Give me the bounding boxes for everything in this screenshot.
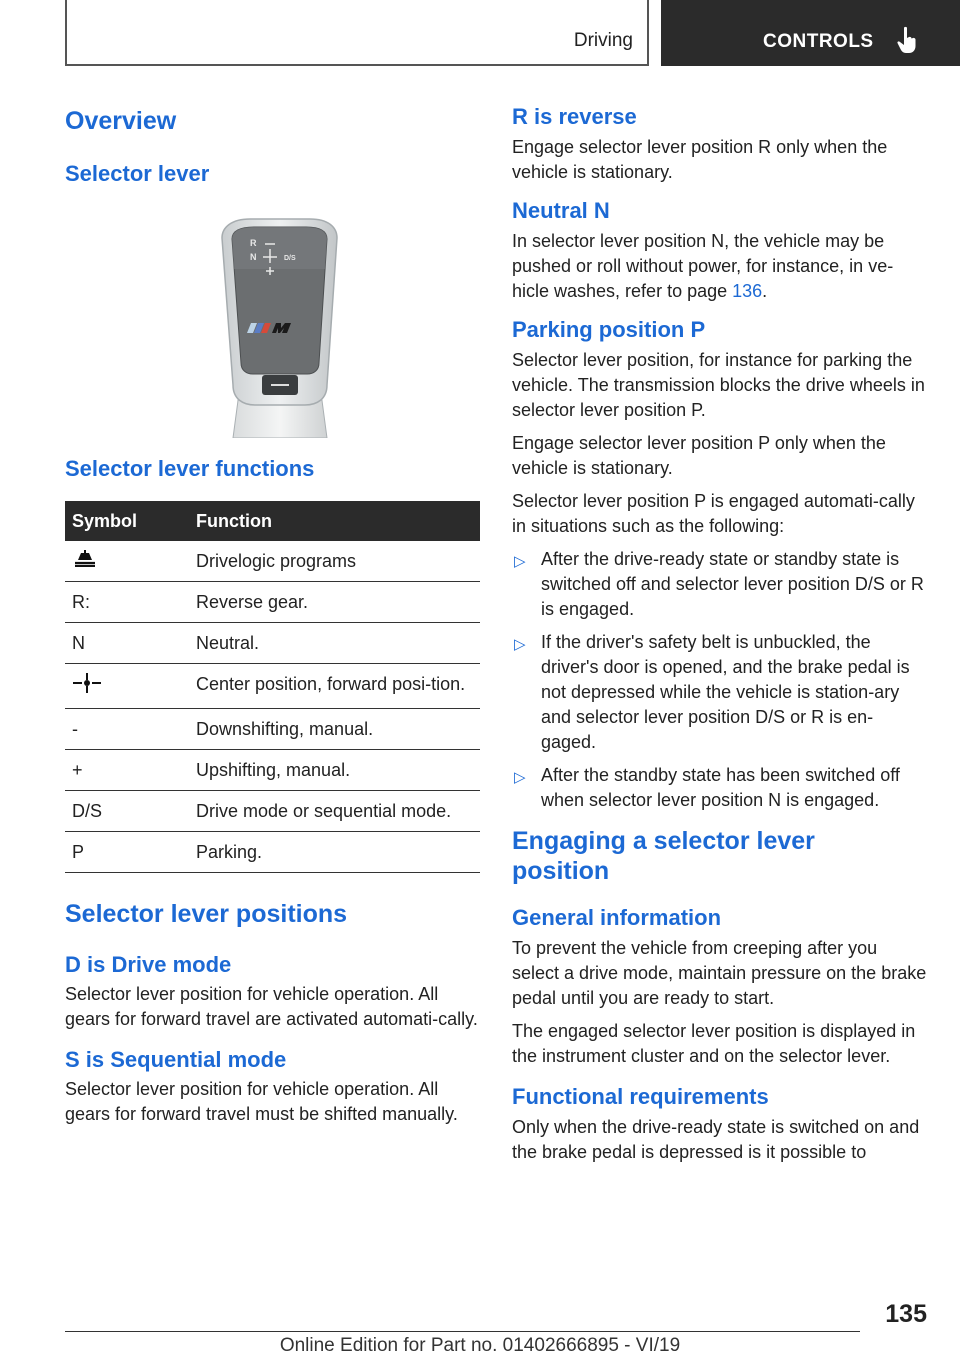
function-cell: Center position, forward posi-tion. bbox=[189, 664, 480, 709]
function-cell: Parking. bbox=[189, 832, 480, 873]
triangle-bullet-icon: ▷ bbox=[514, 636, 526, 653]
edition-footer: Online Edition for Part no. 01402666895 - VI/19 bbox=[279, 1335, 681, 1356]
lever-label-n: N bbox=[250, 252, 257, 262]
chapter-tab bbox=[661, 0, 960, 66]
parking-conditions-list bbox=[512, 547, 927, 813]
functional-requirements-heading: Functional requirements bbox=[512, 1084, 769, 1109]
symbol-cell bbox=[65, 541, 189, 582]
drive-mode-text: Selector lever position for vehicle operation. All gears for forward travel are activated automati-cally. bbox=[65, 984, 478, 1029]
symbol-cell: D/S bbox=[65, 791, 189, 832]
function-cell: Drive mode or sequential mode. bbox=[189, 791, 480, 832]
neutral-heading: Neutral N bbox=[512, 198, 610, 223]
list-item bbox=[512, 547, 927, 622]
table-row bbox=[65, 750, 480, 791]
symbol-cell: N bbox=[65, 623, 189, 664]
overview-heading: Overview bbox=[65, 107, 177, 135]
table-row bbox=[65, 709, 480, 750]
engaging-heading: Engaging a selector lever position bbox=[512, 827, 815, 885]
selector-lever-figure bbox=[65, 203, 480, 438]
table-row bbox=[65, 582, 480, 623]
parking-heading: Parking position P bbox=[512, 317, 706, 342]
sequential-mode-heading: S is Sequential mode bbox=[65, 1047, 287, 1072]
drive-mode-heading: D is Drive mode bbox=[65, 952, 232, 977]
drivelogic-icon bbox=[72, 551, 98, 571]
function-column-header: Function bbox=[196, 510, 272, 531]
parking-text-2: Engage selector lever position P only when the vehicle is stationary. bbox=[512, 433, 886, 478]
reverse-heading: R is reverse bbox=[512, 104, 637, 129]
lever-label-ds: D/S bbox=[284, 255, 296, 262]
left-column bbox=[65, 100, 480, 1127]
triangle-bullet-icon: ▷ bbox=[514, 553, 526, 570]
page-number: 135 bbox=[885, 1300, 927, 1328]
list-item bbox=[512, 630, 927, 755]
symbol-column-header: Symbol bbox=[72, 510, 138, 531]
list-item-text: If the driver's safety belt is unbuckled, the driver's door is opened, and the brake pedal is not depressed while the vehicle is station-ary and selector lever position D/S or R is en-gaged. bbox=[541, 632, 910, 752]
function-cell: Downshifting, manual. bbox=[189, 709, 480, 750]
symbol-cell: R: bbox=[65, 582, 189, 623]
hand-pointer-icon bbox=[896, 26, 918, 59]
center-position-icon bbox=[72, 678, 102, 698]
list-item-text: After the standby state has been switched off when selector lever position N is engaged. bbox=[541, 765, 900, 810]
reverse-text: Engage selector lever position R only when the vehicle is stationary. bbox=[512, 137, 888, 182]
table-header-row bbox=[65, 501, 480, 541]
functional-requirements-text: Only when the drive-ready state is switched on and the brake pedal is depressed is it possible to bbox=[512, 1117, 920, 1162]
parking-text-1: Selector lever position, for instance for parking the vehicle. The transmission blocks the drive wheels in selector lever position P. bbox=[512, 350, 925, 420]
positions-heading: Selector lever positions bbox=[65, 900, 348, 928]
list-item bbox=[512, 763, 927, 813]
table-row bbox=[65, 664, 480, 709]
parking-text-3: Selector lever position P is engaged automati-cally in situations such as the following: bbox=[512, 491, 915, 536]
neutral-text-body: In selector lever position N, the vehicle may be pushed or roll without power, for instance, in ve-hicle washes, refer to page bbox=[512, 231, 894, 301]
symbol-cell: P bbox=[65, 832, 189, 873]
function-cell: Reverse gear. bbox=[189, 582, 480, 623]
table-row bbox=[65, 541, 480, 582]
page-reference-link[interactable]: 136 bbox=[732, 281, 763, 301]
page-header bbox=[65, 0, 960, 66]
symbol-cell bbox=[65, 664, 189, 709]
neutral-text bbox=[512, 229, 927, 304]
symbol-cell: + bbox=[65, 750, 189, 791]
right-column bbox=[512, 100, 927, 1165]
general-info-heading: General information bbox=[512, 905, 722, 930]
symbol-cell: - bbox=[65, 709, 189, 750]
function-cell: Neutral. bbox=[189, 623, 480, 664]
general-info-text-2: The engaged selector lever position is displayed in the instrument cluster and on the selector lever. bbox=[512, 1021, 916, 1066]
selector-lever-heading: Selector lever bbox=[65, 161, 210, 186]
lever-label-r: R bbox=[250, 238, 257, 248]
function-cell: Upshifting, manual. bbox=[189, 750, 480, 791]
section-tab bbox=[65, 0, 649, 66]
triangle-bullet-icon: ▷ bbox=[514, 769, 526, 786]
function-cell: Drivelogic programs bbox=[189, 541, 480, 582]
selector-lever-illustration bbox=[65, 203, 480, 438]
functions-table bbox=[65, 501, 480, 873]
section-title: Driving bbox=[573, 30, 633, 51]
list-item-text: After the drive-ready state or standby state is switched off and selector lever position D/S or R is engaged. bbox=[541, 549, 924, 619]
table-row bbox=[65, 791, 480, 832]
chapter-title: CONTROLS bbox=[763, 31, 874, 52]
footer-divider bbox=[65, 1331, 860, 1332]
general-info-text-1: To prevent the vehicle from creeping after you select a drive mode, maintain pressure on the brake pedal until you are ready to start. bbox=[512, 938, 927, 1008]
table-row bbox=[65, 623, 480, 664]
neutral-text-end: . bbox=[762, 281, 768, 301]
functions-heading: Selector lever functions bbox=[65, 456, 315, 481]
sequential-mode-text: Selector lever position for vehicle operation. All gears for forward travel must be shifted manually. bbox=[65, 1079, 458, 1124]
table-row bbox=[65, 832, 480, 873]
